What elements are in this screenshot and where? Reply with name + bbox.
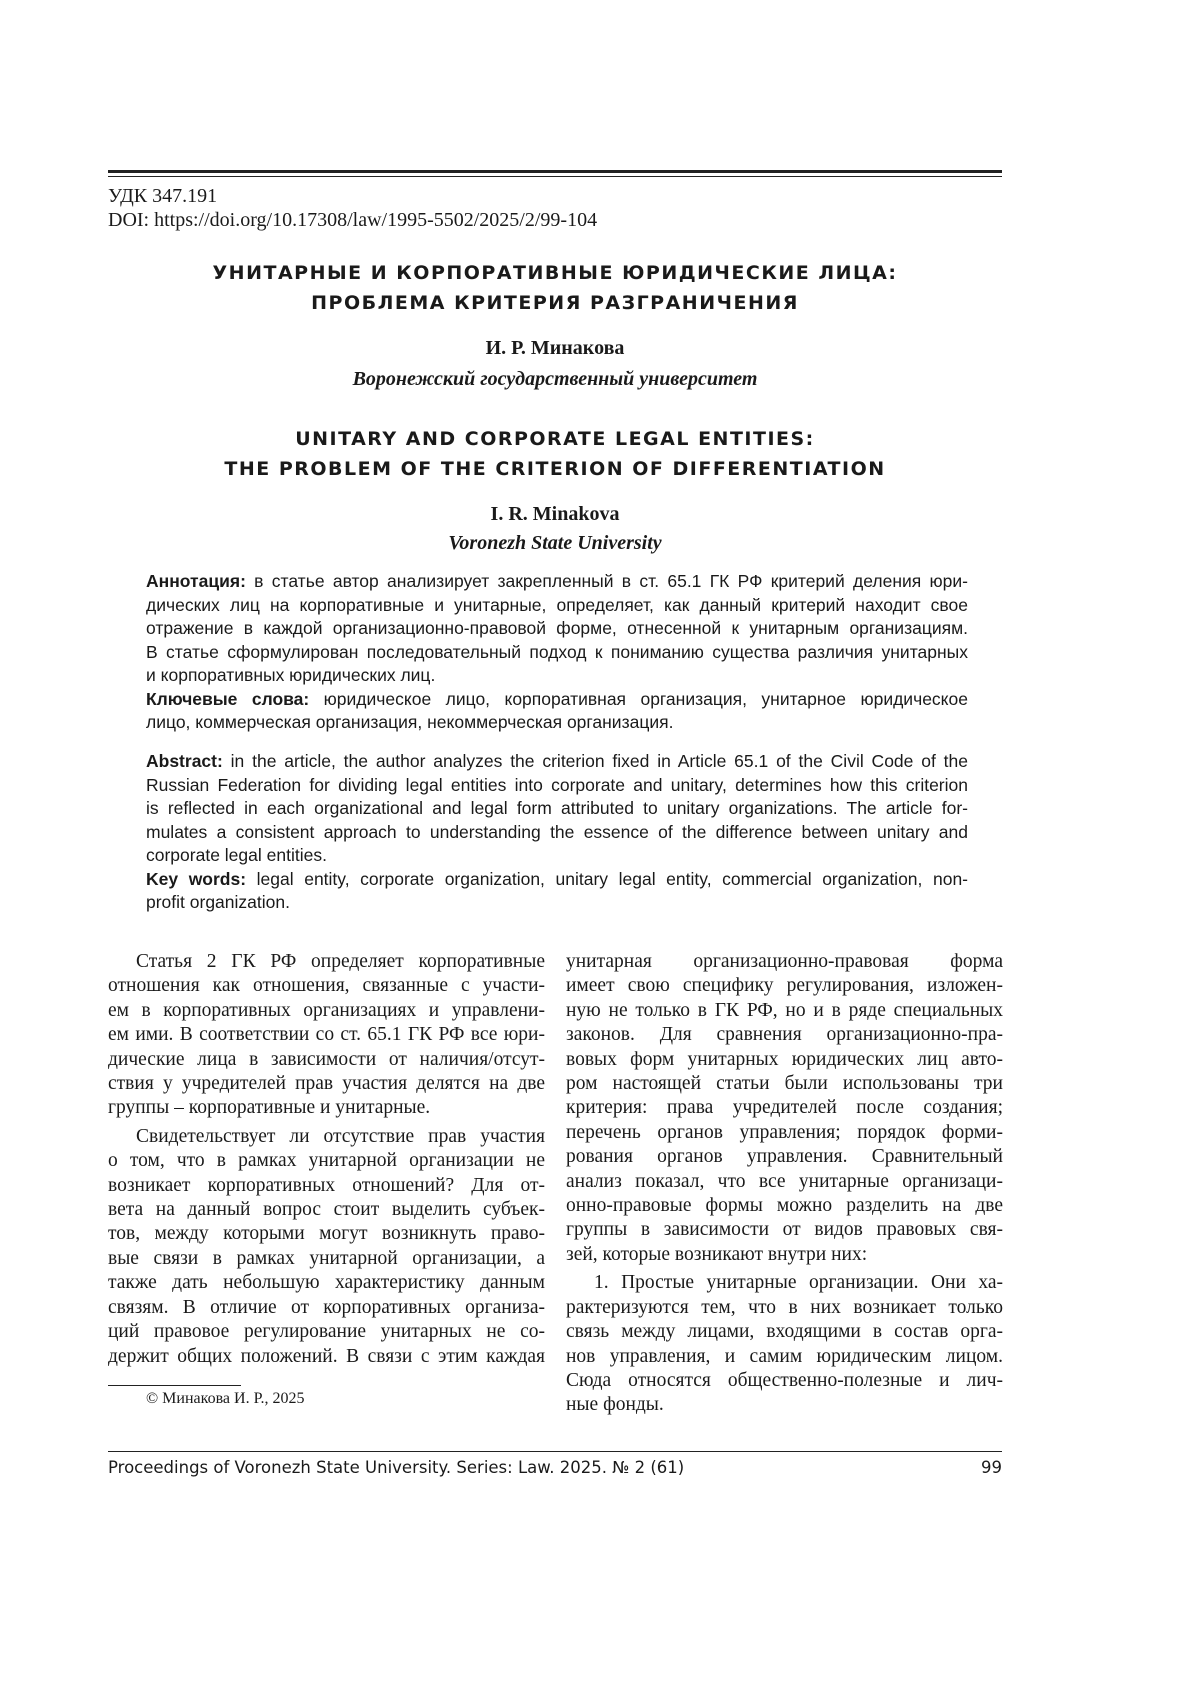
- text-line: имеет свою специфику регулирования, изложен-: [566, 974, 1003, 998]
- text-line: Свидетельствует ли отсутствие прав участия: [108, 1125, 545, 1149]
- paragraph: [108, 1125, 545, 1369]
- text-line: связь между лицами, входящими в состав орга-: [566, 1320, 1003, 1344]
- text-line: законов. Для сравнения организационно-пра-: [566, 1023, 1003, 1047]
- body-column-right: [566, 950, 1003, 1418]
- text-line: тов, между которыми могут возникнуть право-: [108, 1222, 545, 1246]
- affiliation-en: Voronezh State University: [108, 532, 1002, 555]
- text-line: [146, 594, 968, 618]
- text-line: [146, 617, 968, 641]
- article-meta: [108, 184, 597, 232]
- text-line: рования органов управления. Сравнительный: [566, 1145, 1003, 1169]
- text-line: Сюда относятся общественно-полезные и лич-: [566, 1369, 1003, 1393]
- text-line: Статья 2 ГК РФ определяет корпоративные: [108, 950, 545, 974]
- text: is reflected in each organizational and legal form attributed to unitary organizations. The article for-: [146, 798, 968, 818]
- text-line: онно-правовые формы можно разделить на две: [566, 1194, 1003, 1218]
- text-line: [146, 821, 968, 845]
- text: profit organization.: [146, 892, 290, 912]
- text-line: ем в корпоративных организациях и управлени-: [108, 999, 545, 1023]
- text-line: [146, 774, 968, 798]
- text-line: ные фонды.: [566, 1393, 1003, 1417]
- page-number: 99: [981, 1458, 1002, 1477]
- header-rule-thin: [108, 176, 1002, 177]
- text: лицо, коммерческая организация, некоммерческая организация.: [146, 712, 673, 732]
- text-line: перечень органов управления; порядок форми-: [566, 1121, 1003, 1145]
- text: mulates a consistent approach to understanding the essence of the difference between unitary and: [146, 822, 968, 842]
- text-line: группы в зависимости от видов правовых свя-: [566, 1218, 1003, 1242]
- text-line: дические лица в зависимости от наличия/отсут-: [108, 1048, 545, 1072]
- doi: DOI: https://doi.org/10.17308/law/1995-5502/2025/2/99-104: [108, 208, 597, 232]
- text-line: ствия у учредителей прав участия делятся на две: [108, 1072, 545, 1096]
- text-line: ную не только в ГК РФ, но и в ряде специальных: [566, 999, 1003, 1023]
- paragraph: [566, 950, 1003, 1267]
- paragraph: [108, 950, 545, 1121]
- footnote-rule: [108, 1385, 241, 1386]
- text-line: держит общих положений. В связи с этим каждая: [108, 1345, 545, 1369]
- title-ru-line: УНИТАРНЫЕ И КОРПОРАТИВНЫЕ ЮРИДИЧЕСКИЕ ЛИЦА:: [108, 258, 1002, 288]
- text: legal entity, corporate organization, unitary legal entity, commercial organization, non-: [246, 869, 968, 889]
- annotation-ru: [146, 570, 968, 735]
- text-line: рактеризуются тем, что в них возникает только: [566, 1296, 1003, 1320]
- title-en-line: UNITARY AND CORPORATE LEGAL ENTITIES:: [108, 424, 1002, 454]
- text: и корпоративных юридических лиц.: [146, 665, 435, 685]
- text-line: возникает корпоративных отношений? Для от-: [108, 1174, 545, 1198]
- footer-rule: [108, 1451, 1002, 1452]
- text-line: отношения как отношения, связанные с участи-: [108, 974, 545, 998]
- text: отражение в каждой организационно-правовой форме, отнесенной к унитарным организациям.: [146, 618, 968, 638]
- text-line: связям. В отличие от корпоративных организа-: [108, 1296, 545, 1320]
- text-line: зей, которые возникают внутри них:: [566, 1243, 1003, 1267]
- text-line: анализ показал, что все унитарные организаци-: [566, 1170, 1003, 1194]
- text-line: [146, 664, 968, 688]
- page-footer: [108, 1458, 1002, 1477]
- text-line: о том, что в рамках унитарной организации не: [108, 1149, 545, 1173]
- title-en-line: THE PROBLEM OF THE CRITERION OF DIFFERENTIATION: [108, 454, 1002, 484]
- text-line: ром настоящей статьи были использованы три: [566, 1072, 1003, 1096]
- text-line: критерия: права учредителей после создания;: [566, 1096, 1003, 1120]
- label: Abstract:: [146, 751, 223, 771]
- text-line: вовых форм унитарных юридических лиц авто-: [566, 1048, 1003, 1072]
- header-rule: [108, 170, 1002, 173]
- title-en: [108, 424, 1002, 484]
- text: В статье сформулирован последовательный подход к пониманию существа различия унитарных: [146, 642, 968, 662]
- text-line: [146, 688, 968, 712]
- footnote: © Минакова И. Р., 2025: [146, 1390, 304, 1408]
- udk: УДК 347.191: [108, 184, 597, 208]
- paper-page: [0, 0, 1200, 1697]
- text: юридическое лицо, корпоративная организация, унитарное юридическое: [309, 689, 968, 709]
- text-line: [146, 891, 968, 915]
- text-line: нов управления, и самим юридическим лицом.: [566, 1345, 1003, 1369]
- affiliation-ru: Воронежский государственный университет: [108, 368, 1002, 391]
- paragraph: [566, 1271, 1003, 1417]
- text-line: ций правовое регулирование унитарных не со-: [108, 1320, 545, 1344]
- body-column-left: [108, 950, 545, 1369]
- text: дических лиц на корпоративные и унитарные, определяет, как данный критерий находит свое: [146, 595, 968, 615]
- label: Key words:: [146, 869, 246, 889]
- text-line: [146, 868, 968, 892]
- author-ru: И. Р. Минакова: [108, 337, 1002, 360]
- text-line: 1. Простые унитарные организации. Они ха-: [566, 1271, 1003, 1295]
- text-line: также дать небольшую характеристику данным: [108, 1271, 545, 1295]
- journal-name: Proceedings of Voronezh State University. Series: Law. 2025. № 2 (61): [108, 1458, 684, 1477]
- text-line: вета на данный вопрос стоит выделить субъек-: [108, 1198, 545, 1222]
- text-line: [146, 711, 968, 735]
- text: Russian Federation for dividing legal entities into corporate and unitary, determines how this criterion: [146, 775, 968, 795]
- text: corporate legal entities.: [146, 845, 327, 865]
- text-line: [146, 844, 968, 868]
- label: Аннотация:: [146, 571, 246, 591]
- text: в статье автор анализирует закрепленный в ст. 65.1 ГК РФ критерий деления юри-: [246, 571, 968, 591]
- text-line: [146, 750, 968, 774]
- text-line: [146, 570, 968, 594]
- abstract-en: [146, 750, 968, 915]
- text: in the article, the author analyzes the criterion fixed in Article 65.1 of the Civil Code of the: [223, 751, 968, 771]
- text-line: группы – корпоративные и унитарные.: [108, 1096, 545, 1120]
- title-ru: [108, 258, 1002, 318]
- text-line: [146, 641, 968, 665]
- author-en: I. R. Minakova: [108, 503, 1002, 526]
- label: Ключевые слова:: [146, 689, 309, 709]
- text-line: ем ими. В соответствии со ст. 65.1 ГК РФ все юри-: [108, 1023, 545, 1047]
- text-line: вые связи в рамках унитарной организации, а: [108, 1247, 545, 1271]
- title-ru-line: ПРОБЛЕМА КРИТЕРИЯ РАЗГРАНИЧЕНИЯ: [108, 288, 1002, 318]
- text-line: [146, 797, 968, 821]
- text-line: унитарная организационно-правовая форма: [566, 950, 1003, 974]
